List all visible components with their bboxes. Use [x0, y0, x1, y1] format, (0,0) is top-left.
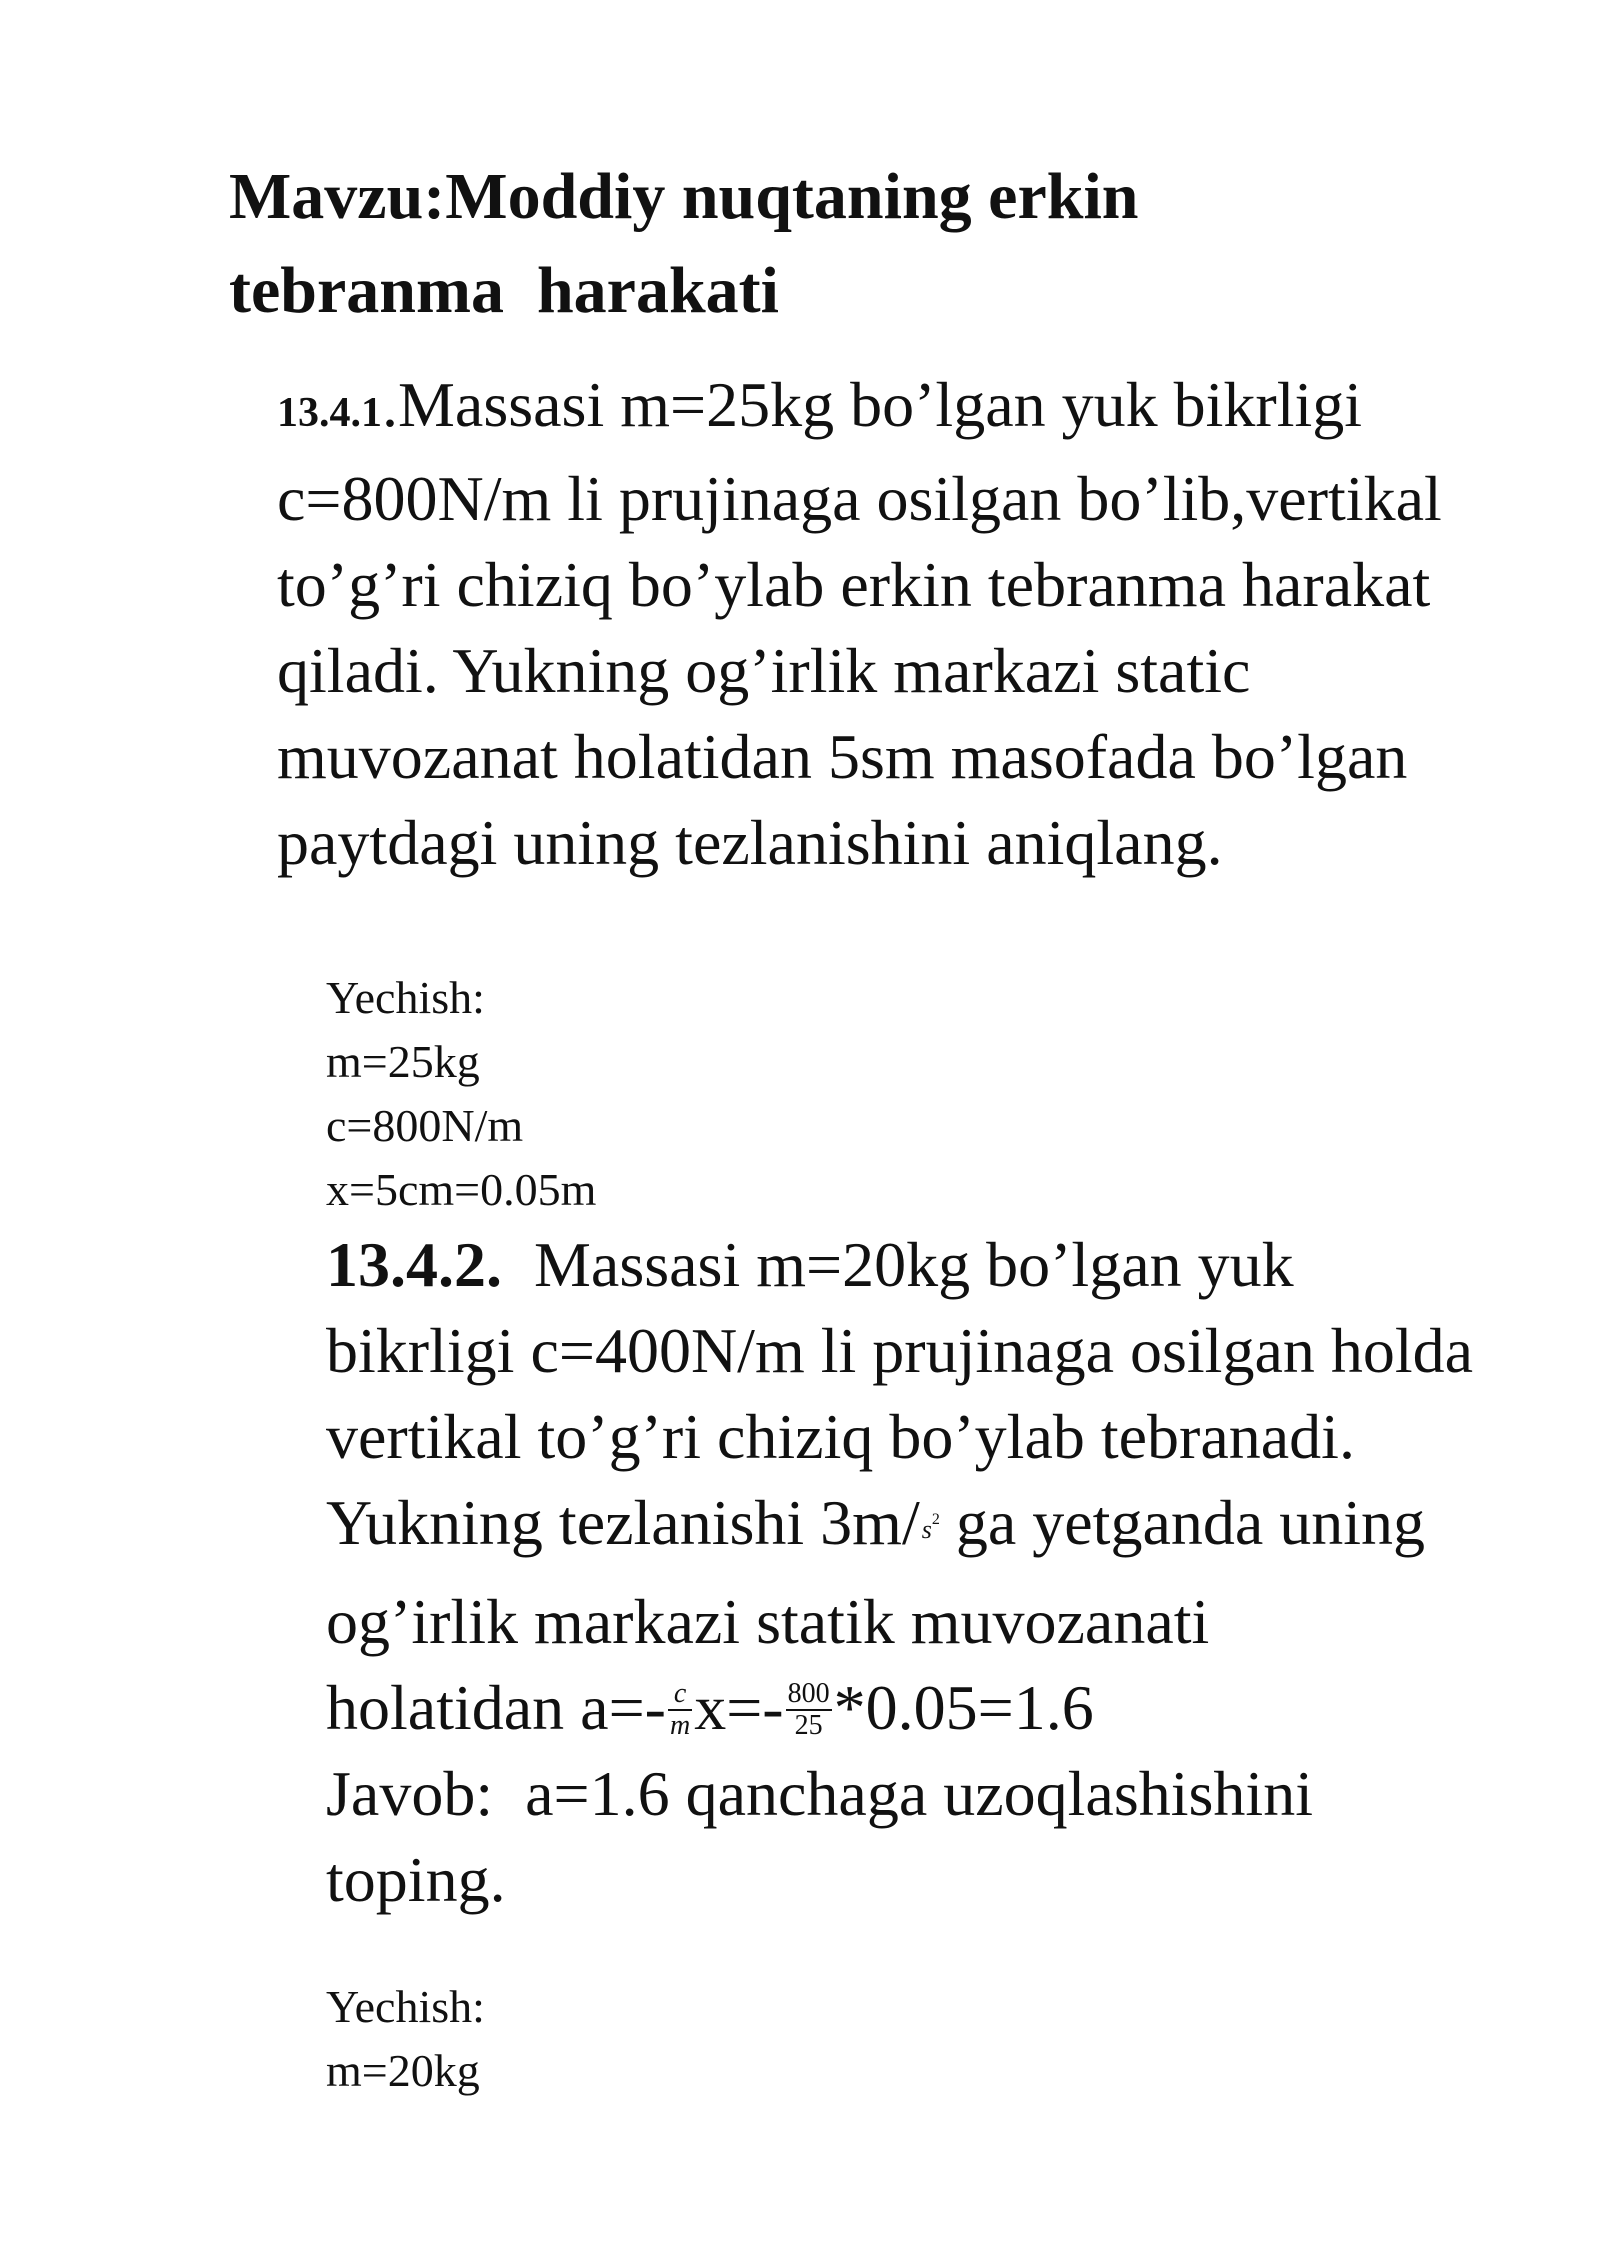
- fraction-25-denominator: 25: [794, 1710, 823, 1742]
- problem1-number: 13.4.1: [277, 390, 382, 436]
- fraction-c-over-m: [668, 1679, 692, 1741]
- problem1-line-3: to’g’ri chiziq bo’ylab erkin tebranma harakat: [277, 549, 1431, 620]
- problem2-line-5: og’irlik markazi statik muvozanati: [326, 1586, 1210, 1657]
- page-title: [229, 150, 1429, 338]
- formula-start: holatidan a=-: [326, 1672, 666, 1743]
- problem2-line-4: [326, 1480, 1566, 1579]
- solution1-mass: m=25kg: [326, 1036, 480, 1087]
- problem-13-4-1: [277, 362, 1537, 886]
- problem2-line-8: toping.: [326, 1844, 506, 1915]
- problem2-line4-start: Yukning tezlanishi 3m/: [326, 1487, 920, 1558]
- fraction-800-numerator: 800: [787, 1678, 830, 1710]
- solution2-mass: m=20kg: [326, 2045, 480, 2096]
- problem1-line-5: muvozanat holatidan 5sm masofada bo’lgan: [277, 721, 1408, 792]
- acceleration-unit: [922, 1477, 940, 1573]
- fraction-c-numerator: c: [668, 1679, 692, 1711]
- problem2-line-1: [326, 1222, 1566, 1308]
- title-line-1: Mavzu:Moddiy nuqtaning erkin: [229, 160, 1139, 233]
- solution-13-4-1: [326, 966, 596, 1222]
- solution1-displacement: x=5cm=0.05m: [326, 1164, 597, 1215]
- unit-seconds: s: [921, 1515, 932, 1544]
- unit-exponent: 2: [931, 1511, 940, 1528]
- title-line-2: tebranma harakati: [229, 254, 779, 327]
- problem2-line-2: bikrligi c=400N/m li prujinaga osilgan holda: [326, 1315, 1474, 1386]
- problem2-number: 13.4.2.: [326, 1229, 502, 1300]
- problem2-line-6: [326, 1665, 1566, 1751]
- problem2-line4-end: ga yetganda uning: [939, 1487, 1426, 1558]
- fraction-800-over-25: [786, 1679, 832, 1741]
- solution1-stiffness: c=800N/m: [326, 1100, 524, 1151]
- solution2-heading: Yechish:: [326, 1981, 485, 2032]
- problem-13-4-2: [326, 1222, 1566, 1923]
- fraction-m-denominator: m: [669, 1710, 691, 1742]
- problem1-line-4: qiladi. Yukning og’irlik markazi static: [277, 635, 1251, 706]
- problem1-line-6: paytdagi uning tezlanishini aniqlang.: [277, 807, 1223, 878]
- solution-13-4-2: [326, 1975, 485, 2103]
- problem1-text-1: .Massasi m=25kg bo’lgan yuk bikrligi: [382, 369, 1363, 440]
- problem1-line-2: c=800N/m li prujinaga osilgan bo’lib,vertikal: [277, 463, 1442, 534]
- problem1-line-1: [277, 362, 1537, 456]
- formula-middle: x=-: [694, 1672, 784, 1743]
- problem2-line-3: vertikal to’g’ri chiziq bo’ylab tebranadi.: [326, 1401, 1355, 1472]
- formula-end: *0.05=1.6: [833, 1672, 1094, 1743]
- solution1-heading: Yechish:: [326, 972, 485, 1023]
- problem2-answer-line: Javob: a=1.6 qanchaga uzoqlashishini: [326, 1758, 1313, 1829]
- problem2-text-1: Massasi m=20kg bo’lgan yuk: [502, 1229, 1294, 1300]
